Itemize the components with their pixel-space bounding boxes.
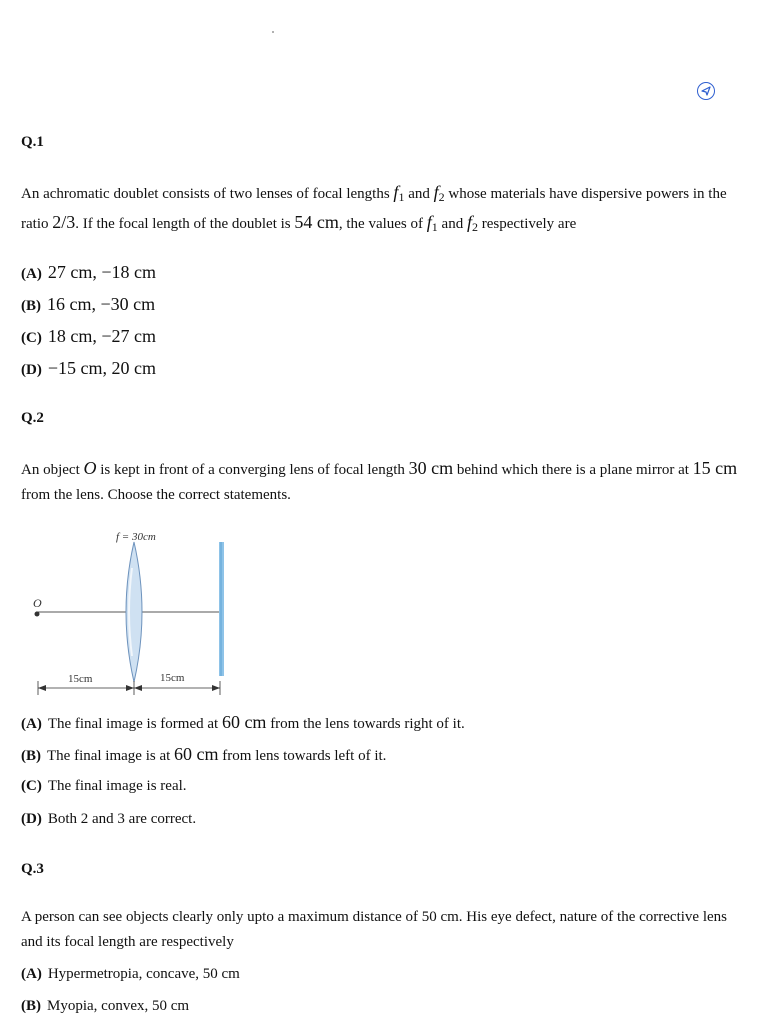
q2-option-c[interactable]: (C) The final image is real. xyxy=(21,778,187,794)
distance-left-label: 15cm xyxy=(68,673,93,685)
speck xyxy=(272,31,274,33)
lens-mirror-figure xyxy=(28,528,238,703)
share-button[interactable] xyxy=(697,82,715,100)
q1-option-d[interactable]: (D) −15 cm, 20 cm xyxy=(21,358,156,378)
object-label: O xyxy=(33,596,42,610)
object-point xyxy=(35,612,40,617)
question-3-number: Q.3 xyxy=(21,861,44,877)
focal-length-label: f = 30cm xyxy=(116,531,156,543)
question-1-text: An achromatic doublet consists of two lenses of focal lengths $f_1$ and $f_2$ whose materials have dispersive powers in the ratio 2/3. If the focal length of the doublet is 54 cm, the values of $f_1$ and $f_2$ respectively are xyxy=(21,182,727,234)
question-2-number: Q.2 xyxy=(21,410,44,426)
q1-option-c[interactable]: (C) 18 cm, −27 cm xyxy=(21,326,156,346)
q2-option-a[interactable]: (A) The final image is formed at 60 cm from the lens towards right of it. xyxy=(21,712,465,732)
q2-option-d[interactable]: (D) Both 2 and 3 are correct. xyxy=(21,811,197,827)
share-icon xyxy=(701,86,711,96)
q1-option-a[interactable]: (A) 27 cm, −18 cm xyxy=(21,262,156,282)
question-1-number: Q.1 xyxy=(21,134,44,150)
distance-right-label: 15cm xyxy=(160,672,185,684)
q1-option-b[interactable]: (B) 16 cm, −30 cm xyxy=(21,294,156,314)
question-2-text: An object O is kept in front of a converging lens of focal length 30 cm behind which there is a plane mirror at 15 cm from the lens. Choose the correct statements. xyxy=(21,458,738,503)
q3-option-b[interactable]: (B) Myopia, convex, 50 cm xyxy=(21,998,190,1014)
q3-option-a[interactable]: (A) Hypermetropia, concave, 50 cm xyxy=(21,966,240,982)
q2-option-b[interactable]: (B) The final image is at 60 cm from lens towards left of it. xyxy=(21,744,387,764)
question-3-text: A person can see objects clearly only upto a maximum distance of 50 cm. His eye defect, nature of the corrective lens and its focal length are respectively xyxy=(21,909,727,950)
